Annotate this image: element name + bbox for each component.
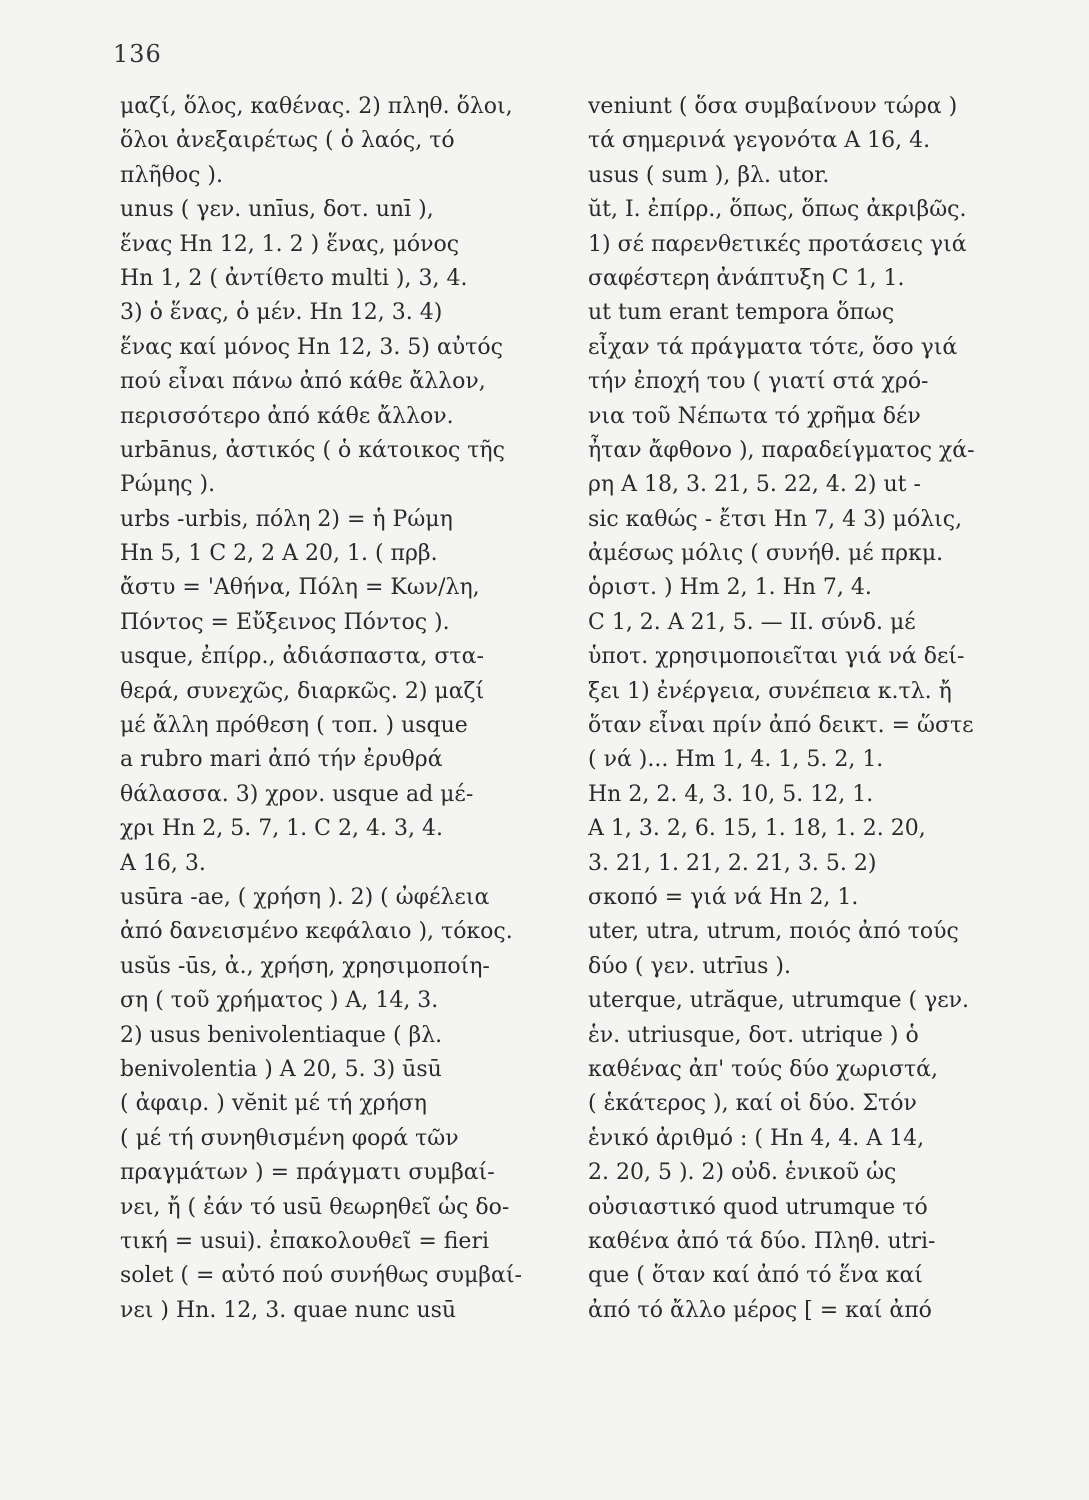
entry-text-line: ( νά )... Hm 1, 4. 1, 5. 2, 1. <box>588 747 884 773</box>
entry-text-line: ὅταν εἶναι πρίν ἀπό δεικτ. = ὥστε <box>588 713 974 739</box>
entry-text-line: uter, utra, utrum, ποιός ἀπό τούς <box>588 919 959 945</box>
entry-text-line: ( ἀφαιρ. ) vĕnit μέ τή χρήση <box>120 1091 427 1117</box>
entry-text-line: urbs -urbis, πόλη 2) = ἡ Ρώμη <box>120 506 453 532</box>
entry-text-line: σκοπό = γιά νά Hn 2, 1. <box>588 884 859 910</box>
entry-text-line: ἦταν ἄφθονο ), παραδείγματος χά- <box>588 437 975 463</box>
entry-text-line: a rubro mari ἀπό τήν ἐρυθρά <box>120 747 443 773</box>
entry-text-line: νει ) Hn. 12, 3. quae nunc usū <box>120 1297 457 1323</box>
entry-text-line: usūra -ae, ( χρήση ). 2) ( ὠφέλεια <box>120 884 490 910</box>
entry-text-line: μαζί, ὅλος, καθένας. 2) πληθ. ὅλοι, <box>120 94 513 119</box>
entry-text-line: 3. 21, 1. 21, 2. 21, 3. 5. 2) <box>588 850 877 876</box>
entry-text-line: usque, ἐπίρρ., ἀδιάσπαστα, στα- <box>120 644 484 670</box>
entry-text-line: ἑνικό ἀριθμό : ( Hn 4, 4. A 14, <box>588 1125 925 1151</box>
entry-text-line: que ( ὅταν καί ἀπό τό ἕνα καί <box>588 1263 923 1289</box>
entry-text-line: μέ ἄλλη πρόθεση ( τοπ. ) usque <box>120 713 468 739</box>
left-column <box>120 90 560 1328</box>
entry-text-line: ( μέ τή συνηθισμένη φορά τῶν <box>120 1125 459 1151</box>
entry-text-line: benivolentia ) A 20, 5. 3) ūsū <box>120 1056 442 1082</box>
entry-text-line: usŭs -ūs, ἀ., χρήση, χρησιμοποίη- <box>120 953 490 979</box>
entry-text-line: σαφέστερη ἀνάπτυξη C 1, 1. <box>588 265 905 291</box>
entry-text-line: ἀπό τό ἄλλο μέρος [ = καί ἀπό <box>588 1297 932 1323</box>
entry-text-line: veniunt ( ὅσα συμβαίνουν τώρα ) <box>588 94 958 119</box>
entry-text-line: πραγμάτων ) = πράγματι συμβαί- <box>120 1160 495 1186</box>
entry-text-line: urbānus, ἀστικός ( ὁ κάτοικος τῆς <box>120 437 505 463</box>
entry-text-line: ut tum erant tempora ὅπως <box>588 300 895 326</box>
entry-text-line: Hn 2, 2. 4, 3. 10, 5. 12, 1. <box>588 781 874 807</box>
right-column <box>588 90 1028 1328</box>
entry-text-line: uterque, utrăque, utrumque ( γεν. <box>588 988 970 1014</box>
entry-text-line: ξει 1) ἐνέργεια, συνέπεια κ.τλ. ἤ <box>588 678 952 704</box>
entry-text-line: θάλασσα. 3) χρον. usque ad μέ- <box>120 781 474 807</box>
entry-text-line: ὅλοι ἀνεξαιρέτως ( ὁ λαός, τό <box>120 128 455 154</box>
entry-text-line: ρη A 18, 3. 21, 5. 22, 4. 2) ut - <box>588 472 921 498</box>
page-number: 136 <box>113 40 162 68</box>
entry-text-line: 1) σέ παρενθετικές προτάσεις γιά <box>588 231 967 257</box>
entry-text-line: ἕνας καί μόνος Hn 12, 3. 5) αὐτός <box>120 334 503 360</box>
entry-text-line: χρι Hn 2, 5. 7, 1. C 2, 4. 3, 4. <box>120 816 443 842</box>
entry-text-line: sic καθώς - ἔτσι Hn 7, 4 3) μόλις, <box>588 506 963 532</box>
entry-text-line: τά σημερινά γεγονότα A 16, 4. <box>588 128 931 154</box>
entry-text-line: περισσότερο ἀπό κάθε ἄλλον. <box>120 403 454 429</box>
entry-text-line: οὐσιαστικό quod utrumque τό <box>588 1194 928 1220</box>
entry-text-line: usus ( sum ), βλ. utor. <box>588 162 830 188</box>
entry-text-line: ἄστυ = 'Αθήνα, Πόλη = Κων/λη, <box>120 575 480 601</box>
entry-text-line: ἑν. utriusque, δοτ. utrique ) ὁ <box>588 1022 919 1048</box>
entry-text-line: πού εἶναι πάνω ἀπό κάθε ἄλλον, <box>120 369 486 395</box>
entry-text-line: A 16, 3. <box>120 850 206 876</box>
entry-text-line: ση ( τοῦ χρήματος ) A, 14, 3. <box>120 988 439 1014</box>
entry-text-line: ἀπό δανεισμένο κεφάλαιο ), τόκος. <box>120 919 513 945</box>
entry-text-line: A 1, 3. 2, 6. 15, 1. 18, 1. 2. 20, <box>588 816 926 842</box>
entry-text-line: C 1, 2. A 21, 5. — II. σύνδ. μέ <box>588 609 916 635</box>
entry-text-line: ἕνας Hn 12, 1. 2 ) ἕνας, μόνος <box>120 231 460 257</box>
entry-text-line: Πόντος = Εὔξεινος Πόντος ). <box>120 609 450 635</box>
entry-text-line: τήν ἐποχή του ( γιατί στά χρό- <box>588 369 929 395</box>
entry-text-line: εἶχαν τά πράγματα τότε, ὅσο γιά <box>588 334 958 360</box>
entry-text-line: πλῆθος ). <box>120 162 223 188</box>
entry-text-line: τική = usui). ἐπακολουθεῖ = fieri <box>120 1228 489 1254</box>
entry-text-line: νει, ἤ ( ἐάν τό usū θεωρηθεῖ ὡς δο- <box>120 1194 510 1220</box>
entry-text-line: θερά, συνεχῶς, διαρκῶς. 2) μαζί <box>120 678 485 704</box>
entry-text-line: ŭt, I. ἐπίρρ., ὅπως, ὅπως ἀκριβῶς. <box>588 197 967 223</box>
entry-text-line: ὑποτ. χρησιμοποιεῖται γιά νά δεί- <box>588 644 965 670</box>
entry-text-line: Ρώμης ). <box>120 472 216 498</box>
entry-text-line: 3) ὁ ἕνας, ὁ μέν. Hn 12, 3. 4) <box>120 300 443 326</box>
entry-text-line: καθένας ἀπ' τούς δύο χωριστά, <box>588 1056 938 1082</box>
entry-text-line: Hn 5, 1 C 2, 2 A 20, 1. ( πρβ. <box>120 541 438 567</box>
entry-text-line: ( ἑκάτερος ), καί οἱ δύο. Στόν <box>588 1091 917 1117</box>
entry-text-line: solet ( = αὐτό πού συνήθως συμβαί- <box>120 1263 522 1289</box>
entry-text-line: νια τοῦ Νέπωτα τό χρῆμα δέν <box>588 403 921 429</box>
entry-text-line: ὁριστ. ) Hm 2, 1. Hn 7, 4. <box>588 575 872 601</box>
entry-text-line: δύο ( γεν. utrīus ). <box>588 953 791 979</box>
entry-text-line: unus ( γεν. unīus, δοτ. unī ), <box>120 197 434 223</box>
entry-text-line: ἀμέσως μόλις ( συνήθ. μέ πρκμ. <box>588 541 944 567</box>
entry-text-line: 2) usus benivolentiaque ( βλ. <box>120 1022 443 1048</box>
entry-text-line: καθένα ἀπό τά δύο. Πληθ. utri- <box>588 1228 936 1254</box>
entry-text-line: Hn 1, 2 ( ἀντίθετο multi ), 3, 4. <box>120 265 468 291</box>
entry-text-line: 2. 20, 5 ). 2) οὐδ. ἑνικοῦ ὡς <box>588 1160 897 1186</box>
